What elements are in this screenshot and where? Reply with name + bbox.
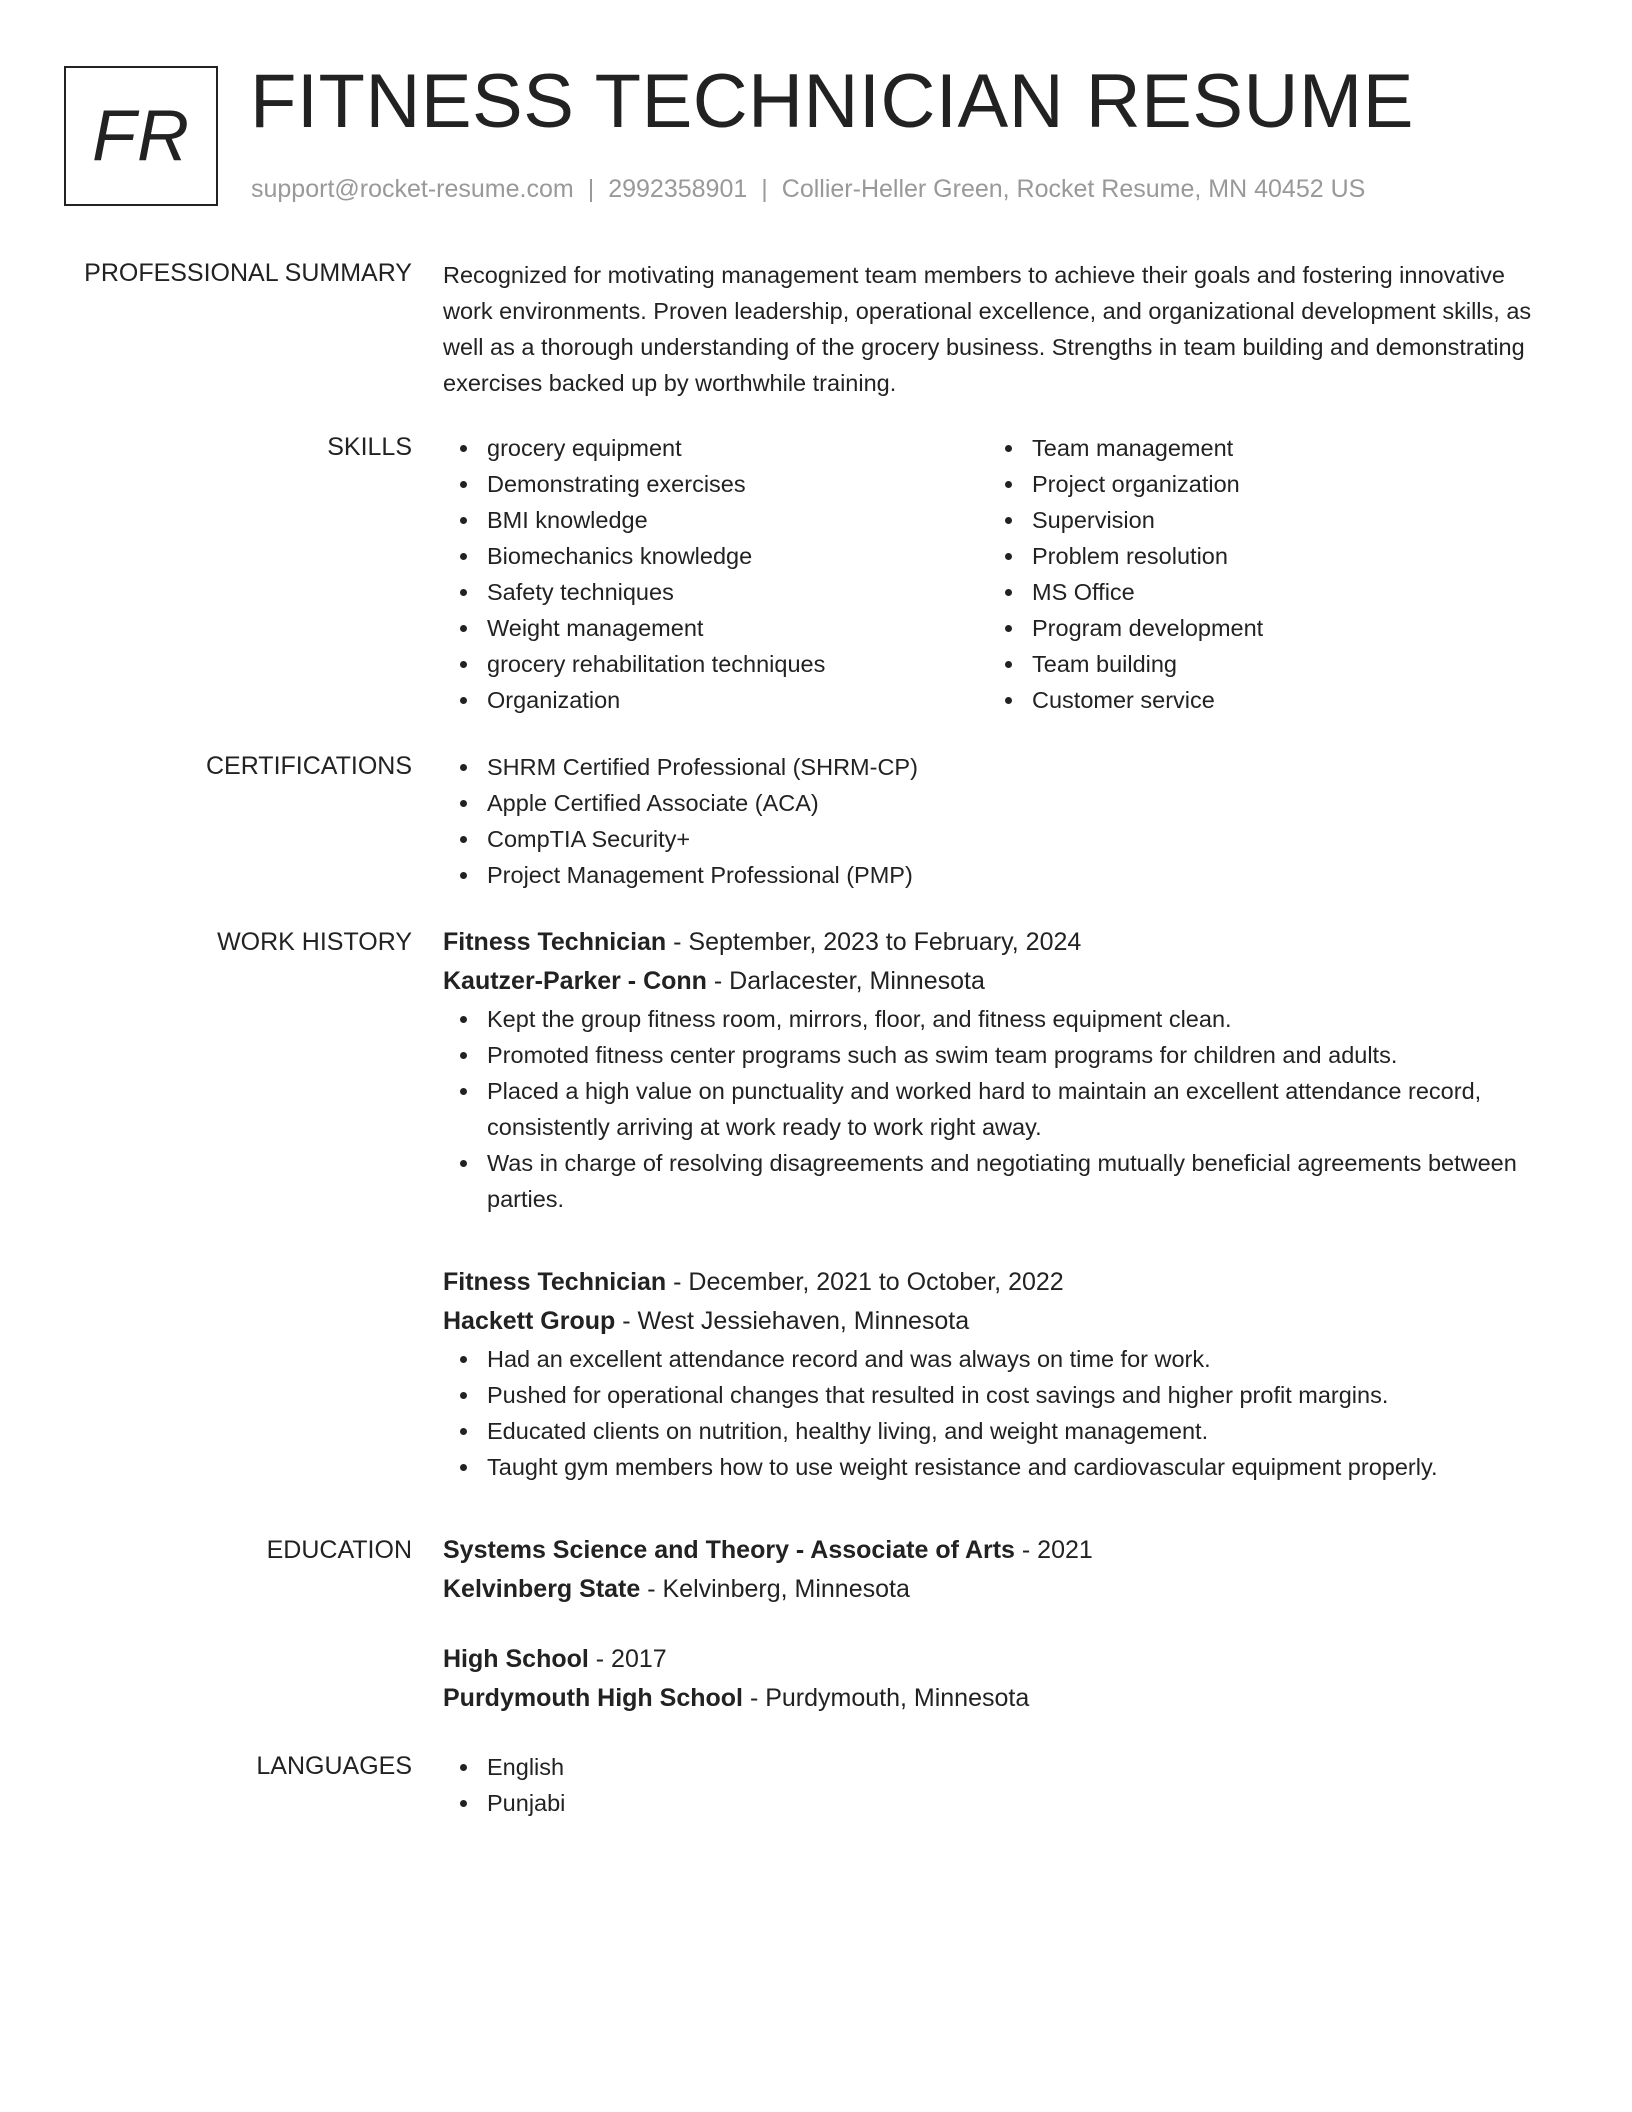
skill-item: Team building [988,646,1528,682]
certification-item: Apple Certified Associate (ACA) [443,785,1533,821]
certification-item: SHRM Certified Professional (SHRM-CP) [443,749,1533,785]
job-entry [443,923,1533,1217]
languages-section [443,1749,1533,1821]
skill-item: Weight management [443,610,983,646]
skill-item: Project organization [988,466,1528,502]
monogram-logo: FR [64,66,218,206]
job-bullet: Promoted fitness center programs such as swim team programs for children and adults. [443,1037,1533,1073]
education-degree-line [443,1640,1533,1679]
education-entry [443,1640,1533,1718]
language-item: Punjabi [443,1785,1533,1821]
job-company: Kautzer-Parker - Conn [443,967,707,995]
education-degree: Systems Science and Theory - Associate of Arts [443,1536,1015,1564]
skill-item: Problem resolution [988,538,1528,574]
job-title-line [443,1263,1533,1302]
skill-item: grocery rehabilitation techniques [443,646,983,682]
skill-item: Team management [988,430,1528,466]
education-school-line [443,1679,1533,1718]
skills-column-2 [988,430,1528,718]
section-label-skills: SKILLS [327,433,412,461]
resume-title: FITNESS TECHNICIAN RESUME [250,59,1414,144]
certifications-section [443,749,1533,893]
section-label-work-history: WORK HISTORY [217,928,412,956]
job-company: Hackett Group [443,1307,616,1335]
job-bullet: Educated clients on nutrition, healthy living, and weight management. [443,1413,1533,1449]
section-label-education: EDUCATION [266,1536,412,1564]
job-entry [443,1263,1533,1485]
education-degree: High School [443,1645,589,1673]
skill-item: BMI knowledge [443,502,983,538]
contact-address: Collier-Heller Green, Rocket Resume, MN 40452 US [781,175,1366,203]
job-location: - Darlacester, Minnesota [706,967,985,995]
certification-item: Project Management Professional (PMP) [443,857,1533,893]
education-school: Purdymouth High School [443,1684,743,1712]
certification-item: CompTIA Security+ [443,821,1533,857]
job-dates: - December, 2021 to October, 2022 [666,1268,1064,1296]
education-location: - Kelvinberg, Minnesota [640,1575,910,1603]
education-school-line [443,1570,1533,1609]
job-bullet: Had an excellent attendance record and was always on time for work. [443,1341,1533,1377]
skill-item: Demonstrating exercises [443,466,983,502]
skill-item: Program development [988,610,1528,646]
education-location: - Purdymouth, Minnesota [743,1684,1030,1712]
job-title: Fitness Technician [443,1268,667,1296]
section-label-languages: LANGUAGES [256,1752,412,1780]
job-bullet: Pushed for operational changes that resulted in cost savings and higher profit margins. [443,1377,1533,1413]
contact-line [251,174,1365,204]
job-bullet: Was in charge of resolving disagreements and negotiating mutually beneficial agreements between parties. [443,1145,1533,1217]
skills-column-1 [443,430,983,718]
language-item: English [443,1749,1533,1785]
job-bullet: Taught gym members how to use weight resistance and cardiovascular equipment properly. [443,1449,1533,1485]
section-label-certifications: CERTIFICATIONS [205,752,412,780]
skill-item: grocery equipment [443,430,983,466]
skill-item: Customer service [988,682,1528,718]
job-bullets [443,1001,1533,1217]
education-year: - 2017 [588,1645,667,1673]
job-location: - West Jessiehaven, Minnesota [615,1307,970,1335]
education-school: Kelvinberg State [443,1575,641,1603]
skill-item: Supervision [988,502,1528,538]
job-bullet: Placed a high value on punctuality and worked hard to maintain an excellent attendance record, consistently arriving at work ready to work right away. [443,1073,1533,1145]
skill-item: Organization [443,682,983,718]
job-bullet: Kept the group fitness room, mirrors, floor, and fitness equipment clean. [443,1001,1533,1037]
contact-separator: | [761,175,768,203]
job-title: Fitness Technician [443,928,667,956]
skill-item: MS Office [988,574,1528,610]
skill-item: Biomechanics knowledge [443,538,983,574]
contact-email: support@rocket-resume.com [251,175,574,203]
job-bullets [443,1341,1533,1485]
education-entry [443,1531,1533,1609]
education-year: - 2021 [1014,1536,1093,1564]
job-title-line [443,923,1533,962]
skills-section [443,430,1533,720]
contact-separator: | [587,175,595,203]
job-dates: - September, 2023 to February, 2024 [666,928,1082,956]
education-degree-line [443,1531,1533,1570]
skill-item: Safety techniques [443,574,983,610]
contact-phone: 2992358901 [608,175,748,203]
job-company-line [443,962,1533,1001]
job-company-line [443,1302,1533,1341]
summary-text: Recognized for motivating management team members to achieve their goals and fostering innovative work environments. Proven leadership, operational excellence, and organizational development skills, as well as a thorough understanding of the grocery business. Strengths in team building and demonstrating exercises backed up by worthwhile training. [443,262,1532,396]
section-label-summary: PROFESSIONAL SUMMARY [84,259,412,287]
